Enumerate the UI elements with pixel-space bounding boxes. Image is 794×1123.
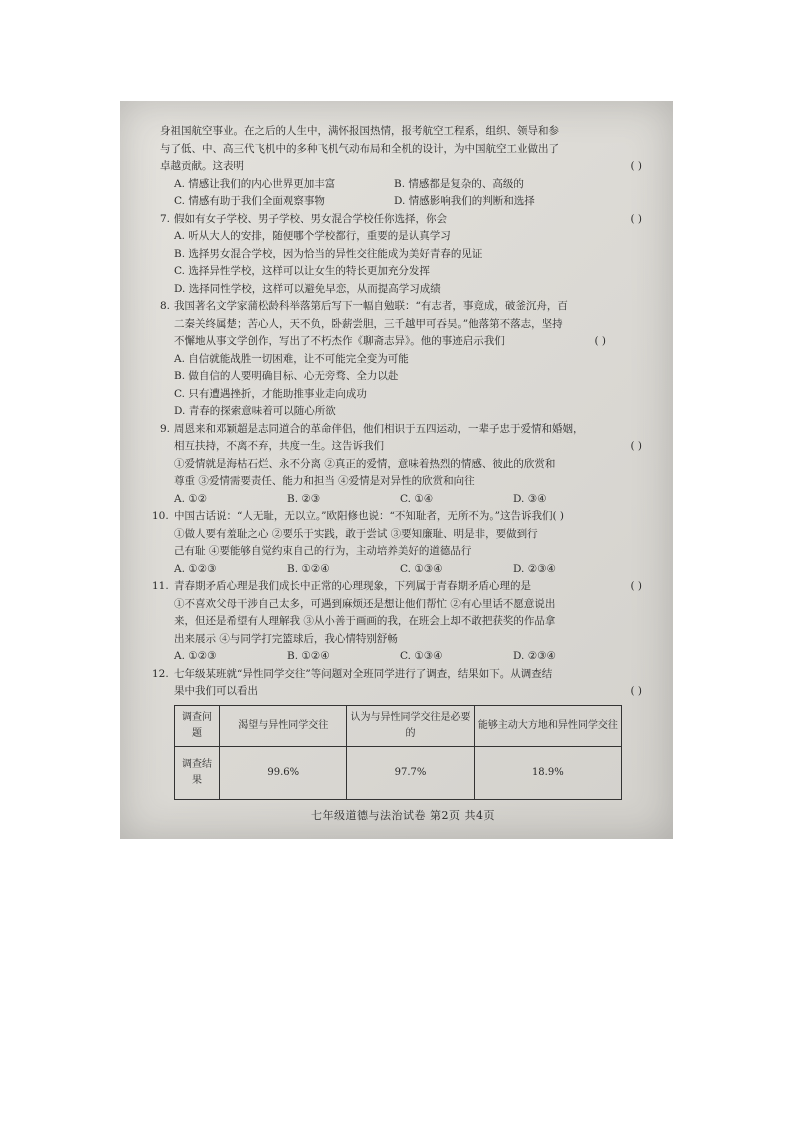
q12-stem-line: 七年级某班就“异性同学交往”等问题对全班同学进行了调查，结果如下。从调查结 [174,667,553,680]
q10-option-b: B. ①②④ [287,562,330,575]
q6-option-d: D. 情感影响我们的判断和选择 [394,195,535,207]
q9-stem-line: 相互扶持，不离不弃，共度一生。这告诉我们 [174,440,384,452]
intro-line: 身祖国航空事业。在之后的人生中，满怀报国热情，报考航空工程系，组织、领导和参 [160,125,559,137]
q11-options-row [174,648,646,666]
q8-stem-line: 二秦关终属楚；苦心人，天不负，卧薪尝胆，三千越甲可吞吴。”他落第不落志，坚持 [174,317,563,330]
q9-stem-line: 周恩来和邓颖超是志同道合的革命伴侣，他们相识于五四运动，一辈子忠于爱情和婚姻， [174,422,584,435]
answer-paren: ( ) [630,685,642,697]
question-8 [160,298,646,421]
q9-number: 9. [160,422,171,435]
intro-line [160,158,646,176]
q9-items-line: 尊重 ③爱情需要责任、能力和担当 ④爱情是对异性的欣赏和向往 [174,475,475,487]
q6-options-row [160,176,646,194]
question-12 [152,666,646,800]
q12-stem-line: 果中我们可以看出 [174,685,258,697]
q8-number: 8. [160,300,171,312]
table-cell: 认为与异性同学交往是必要的 [347,705,474,746]
q10-option-c: C. ①③④ [400,562,443,575]
intro-text: 卓越贡献。这表明 [160,160,244,172]
table-cell: 18.9% [474,746,621,799]
q11-option-d: D. ②③④ [513,650,556,662]
q7-stem: 假如有女子学校、男子学校、男女混合学校任你选择，你会 [174,212,447,225]
q9-option-b: B. ②③ [287,492,321,505]
q11-option-c: C. ①③④ [400,650,443,662]
q6-option-a: A. 情感让我们的内心世界更加丰富 [174,177,336,190]
q11-items-line: ①不喜欢父母干涉自己太多，可遇到麻烦还是想让他们帮忙 ②有心里话不愿意说出 [174,597,556,610]
q8-option-d: D. 青春的探索意味着可以随心所欲 [174,405,336,417]
q8-stem-line: 不懈地从事文学创作，写出了不朽杰作《聊斋志异》。他的事迹启示我们 [174,335,505,347]
q8-stem-line: 我国著名文学家蒲松龄科举落第后写下一幅自勉联：“有志者，事竟成，破釜沉舟，百 [174,300,568,312]
q7-number: 7. [160,212,171,225]
photo-of-exam-page [120,101,673,839]
q9-items-line: ①爱情就是海枯石烂、永不分离 ②真正的爱情，意味着热烈的情感、彼此的欣赏和 [174,457,556,470]
table-cell: 渴望与异性同学交往 [220,705,347,746]
q12-number: 12. [152,667,169,680]
table-cell: 97.7% [347,746,474,799]
answer-paren: ( ) [552,510,565,522]
question-9 [160,421,646,509]
answer-paren: ( ) [630,440,642,452]
q7-option-a: A. 听从大人的安排，随便哪个学校都行，重要的是认真学习 [174,230,451,242]
q10-number: 10. [152,510,169,522]
q9-option-d: D. ③④ [513,492,547,505]
q8-option-a: A. 自信就能战胜一切困难，让不可能完全变为可能 [174,352,409,365]
exam-paper [152,123,646,822]
q10-option-a: A. ①②③ [174,562,217,575]
q11-option-a: A. ①②③ [174,650,217,662]
table-row [175,746,622,799]
q6-options-row [160,193,646,211]
question-10 [152,508,646,578]
table-cell: 99.6% [220,746,347,799]
q8-option-b: B. 做自信的人要明确目标、心无旁骛、全力以赴 [174,370,399,382]
q10-option-d: D. ②③④ [513,562,556,575]
table-cell: 能够主动大方地和异性同学交往 [474,705,621,746]
survey-table [174,705,622,800]
q11-number: 11. [152,580,169,592]
answer-paren: ( ) [630,212,642,225]
q10-options-row [174,561,646,579]
q10-stem: 中国古话说：“人无耻，无以立。”欧阳修也说：“不知耻者，无所不为。”这告诉我们 [174,510,553,522]
intro-line: 与了低、中、高三代飞机中的多种飞机气动布局和全机的设计，为中国航空工业做出了 [160,142,559,155]
q11-items-line: 来，但还是希望有人理解我 ③从小善于画画的我，在班会上却不敢把获奖的作品拿 [174,615,556,627]
page-footer: 七年级道德与法治试卷 第2页 共4页 [311,809,495,822]
q11-stem: 青春期矛盾心理是我们成长中正常的心理现象，下列属于青春期矛盾心理的是 [174,580,531,592]
q6-option-b: B. 情感都是复杂的、高级的 [394,177,524,190]
q10-items-line: 己有耻 ④要能够自觉约束自己的行为，主动培养美好的道德品行 [174,545,472,557]
q10-items-line: ①做人要有羞耻之心 ②要乐于实践，敢于尝试 ③要知廉耻、明是非，要做到行 [174,527,538,540]
q8-option-c: C. 只有遭遇挫折，才能助推事业走向成功 [174,387,367,400]
table-row-header: 调查问题 [175,705,220,746]
question-7 [160,211,646,299]
q6-option-c: C. 情感有助于我们全面观察事物 [174,195,325,207]
answer-paren: ( ) [630,160,642,172]
q11-option-b: B. ①②④ [287,650,330,662]
question-11 [152,578,646,666]
q7-option-d: D. 选择同性学校，这样可以避免早恋，从而提高学习成绩 [174,282,441,295]
answer-paren: ( ) [594,335,606,347]
q9-option-c: C. ①④ [400,492,434,505]
q9-options-row [174,491,646,509]
q7-option-b: B. 选择男女混合学校，因为恰当的异性交往能成为美好青春的见证 [174,247,483,260]
q7-option-c: C. 选择异性学校，这样可以让女生的特长更加充分发挥 [174,265,430,277]
table-row-header: 调查结果 [175,746,220,799]
q9-option-a: A. ①② [174,492,208,505]
table-row [175,705,622,746]
answer-paren: ( ) [630,580,642,592]
q11-items-line: 出来展示 ④与同学打完篮球后，我心情特别舒畅 [174,632,398,645]
